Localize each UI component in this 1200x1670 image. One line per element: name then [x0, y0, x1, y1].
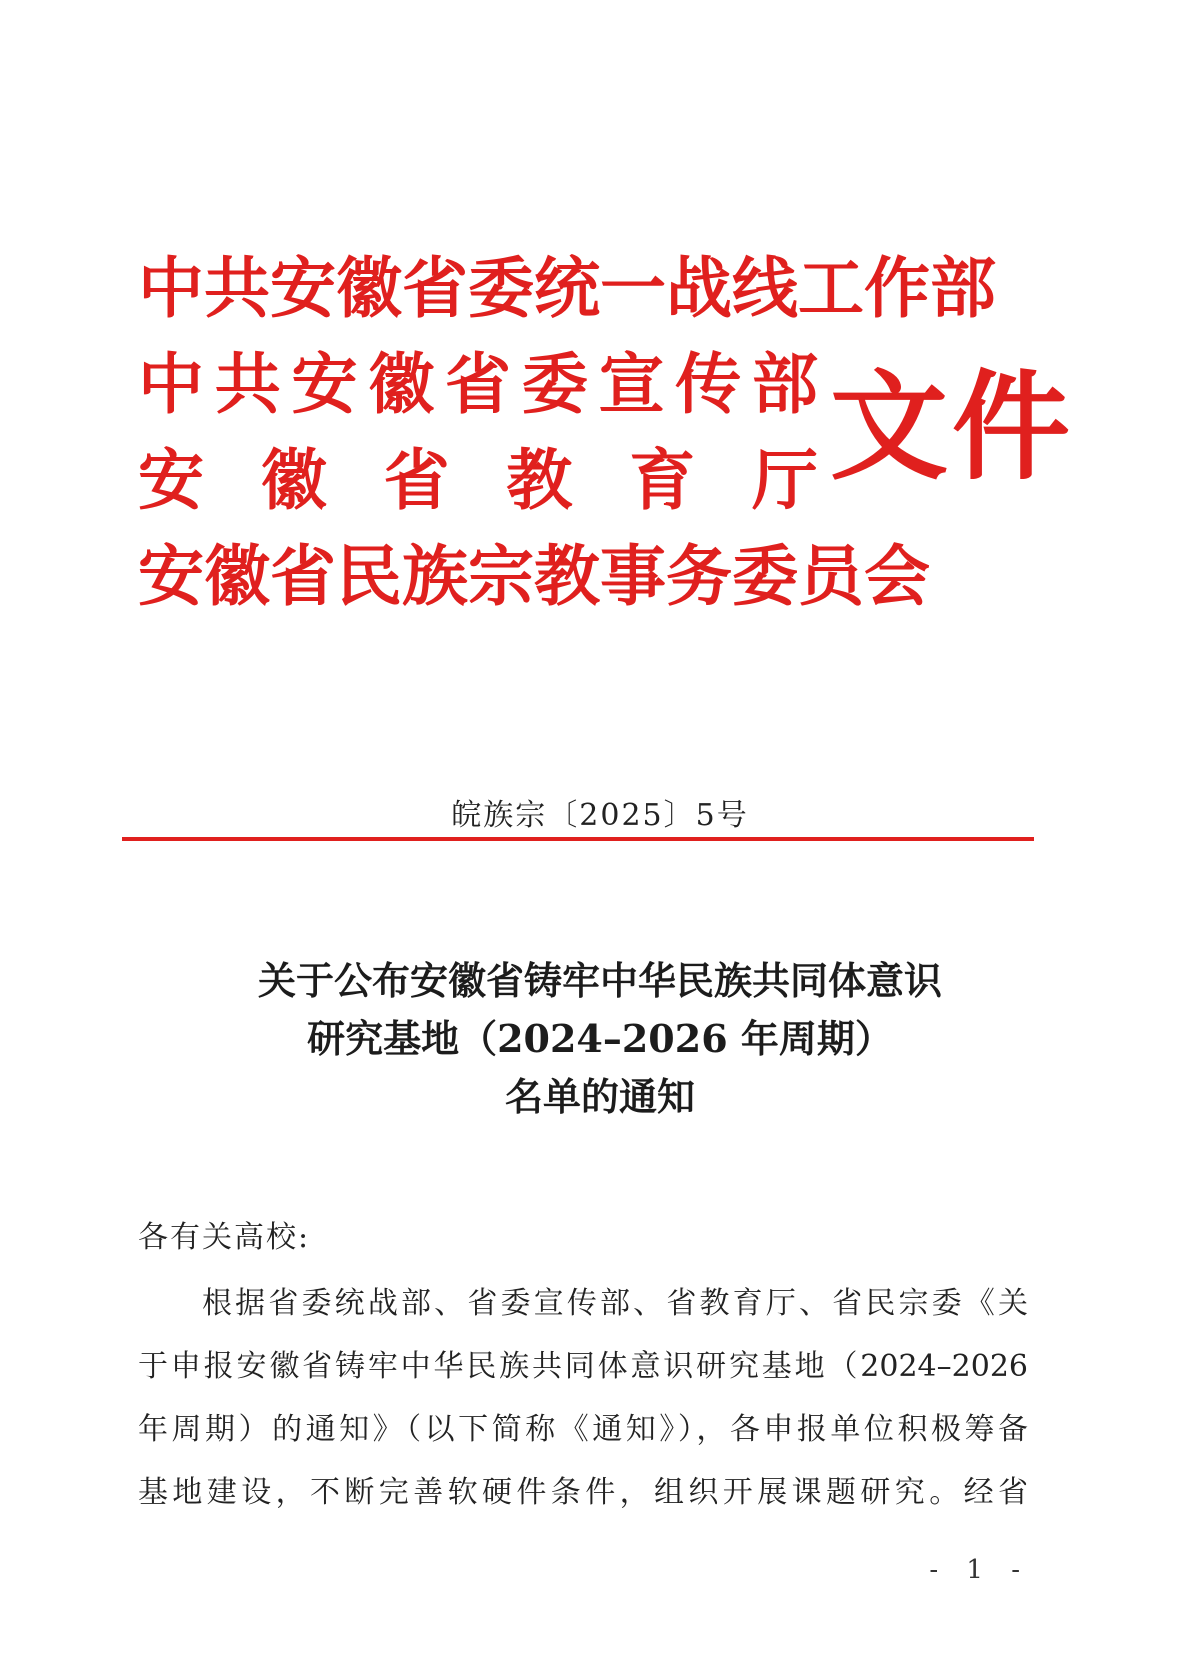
masthead-char: 徽	[336, 249, 402, 327]
masthead-char: 安	[270, 249, 336, 327]
org-line-ethnic-religious	[138, 528, 930, 624]
org-line-united-front	[138, 240, 996, 336]
masthead-char: 省	[270, 537, 336, 615]
file-label: 文件	[830, 357, 1075, 496]
masthead-char: 共	[214, 345, 281, 423]
masthead-char: 部	[752, 345, 818, 423]
masthead-char: 一	[600, 249, 666, 327]
masthead-char: 会	[864, 537, 930, 615]
masthead-char: 省	[402, 249, 468, 327]
masthead-char: 传	[675, 345, 742, 423]
masthead-char: 徽	[368, 345, 435, 423]
masthead-char: 线	[732, 249, 798, 327]
masthead-char: 徽	[260, 441, 327, 519]
org-line-education	[138, 432, 818, 528]
masthead-char: 教	[534, 537, 600, 615]
masthead-char: 教	[506, 441, 573, 519]
masthead-char: 宣	[598, 345, 665, 423]
document-title	[0, 952, 1200, 1126]
masthead-char: 安	[138, 441, 204, 519]
body-line-1: 根据省委统战部、省委宣传部、省教育厅、省民宗委《关	[202, 1286, 1028, 1321]
org-line-propaganda	[138, 336, 818, 432]
masthead-char: 作	[864, 249, 930, 327]
masthead-char: 统	[534, 249, 600, 327]
masthead-char: 中	[138, 345, 204, 423]
masthead-char: 务	[666, 537, 732, 615]
masthead-char: 安	[291, 345, 358, 423]
masthead-char: 共	[204, 249, 270, 327]
masthead-char: 厅	[751, 441, 818, 519]
masthead-char: 委	[468, 249, 534, 327]
masthead-char: 宗	[468, 537, 534, 615]
masthead-char: 育	[629, 441, 696, 519]
masthead-char: 族	[402, 537, 468, 615]
body-line-2: 于申报安徽省铸牢中华民族共同体意识研究基地（2024–2026	[138, 1349, 1028, 1384]
title-line-2: 研究基地（2024–2026 年周期）	[307, 1016, 893, 1061]
red-divider-line	[122, 837, 1034, 841]
body-line-3: 年周期）的通知》（以下简称《通知》），各申报单位积极筹备	[138, 1412, 1028, 1447]
masthead-char: 工	[798, 249, 864, 327]
body-line-4: 基地建设，不断完善软硬件条件，组织开展课题研究。经省	[138, 1475, 1028, 1510]
masthead-char: 部	[930, 249, 996, 327]
document-number: 皖族宗〔2025〕5号	[451, 798, 749, 833]
masthead-char: 员	[798, 537, 864, 615]
masthead-char: 战	[666, 249, 732, 327]
masthead-char: 徽	[204, 537, 270, 615]
page-number: - 1 -	[929, 1555, 1030, 1585]
masthead-char: 中	[138, 249, 204, 327]
title-line-1: 关于公布安徽省铸牢中华民族共同体意识	[257, 958, 942, 1003]
masthead-char: 省	[445, 345, 511, 423]
body-paragraph	[138, 1272, 1028, 1524]
salutation: 各有关高校:	[138, 1220, 311, 1255]
masthead-char: 省	[383, 441, 450, 519]
masthead-char: 安	[138, 537, 204, 615]
title-line-3: 名单的通知	[504, 1074, 695, 1119]
masthead-char: 民	[336, 537, 402, 615]
masthead-char: 事	[600, 537, 666, 615]
masthead-char: 委	[732, 537, 798, 615]
masthead-char: 委	[521, 345, 588, 423]
